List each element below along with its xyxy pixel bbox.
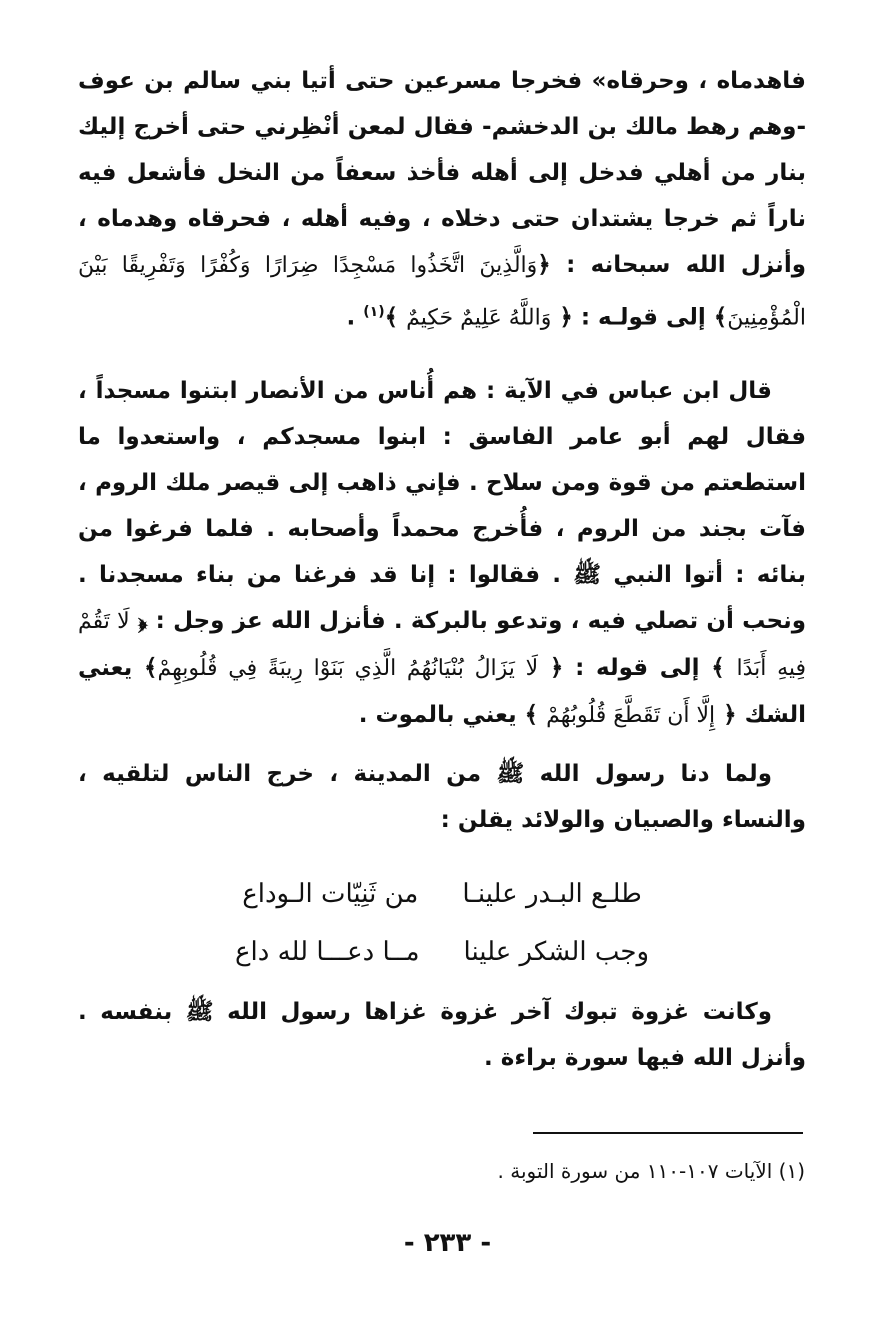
paragraph-4 [78,989,806,1081]
quran-verse-la-taqum: لَا تَقُمْ فِيهِ أَبَدًا [78,608,807,681]
footnote-separator [533,1132,803,1134]
verse-open-bracket-2: ﴿ [559,304,573,331]
verse-open-bracket-5: ﴿ [723,701,737,728]
quran-verse-alim-hakim: وَاللَّهُ عَلِيمٌ حَكِيمٌ [406,305,552,331]
paragraph-3 [78,751,806,843]
verse-link-text: إلى قولـه : [580,304,706,331]
verse-open-bracket-3: ﴿ [137,607,148,634]
footnote: (١) الآيات ١٠٧-١١٠ من سورة التوبة . [497,1159,805,1183]
poem-line-2 [78,923,806,981]
poem-line-1-second-hemistich: من ثَنِيّات الـوداع [242,878,419,909]
paragraph-4-text: وكانت غزوة تبوك آخر غزوة غزاها رسول الله ﷺ بنفسه . وأنزل الله فيها سورة براءة . [78,998,806,1071]
verse-link-text-2: إلى قوله : [575,654,700,681]
verse-close-bracket-3: ﴾ [711,654,725,681]
verse-link-text-3: يعني الشك [78,654,806,728]
verse-link-text-4: يعني بالموت . [358,701,517,728]
poem-line-2-first-hemistich: وجب الشكر علينا [463,936,649,967]
sentence-end: . [346,304,356,331]
quran-verse-illa-an-taqatta: إِلَّا أَن تَقَطَّعَ قُلُوبُهُمْ [546,702,716,728]
poem-line-1-first-hemistich: طلـع البـدر علينـا [462,878,642,909]
verse-close-bracket-5: ﴾ [524,701,539,728]
paragraph-1-text: فاهدماه ، وحرقاه» فخرجا مسرعين حتى أتيا بني سالم بن عوف -وهم رهط مالك بن الدخشم- فقال لمعن أنْظِرني حتى أخرج إليك بنار من أهلي فدخل إلى أهله فأخذ سعفاً من النخل فأشعل فيه ناراً ثم خرجا يشتدان حتى دخلاه ، وفيه أهله ، فحرقاه وهدماه ، وأنزل الله سبحانه : [78,68,806,278]
verse-open-bracket: ﴿ [537,252,551,278]
book-page [78,58,806,1081]
verse-open-bracket-4: ﴿ [549,654,564,681]
poem-line-1 [78,865,806,923]
paragraph-1 [78,58,806,342]
poem-line-2-second-hemistich: مــا دعـــا لله داع [235,936,420,967]
quran-verse-masjid-dirar: وَالَّذِينَ اتَّخَذُوا مَسْجِدًا ضِرَارًا وَكُفْرًا وَتَفْرِيقًا بَيْنَ الْمُؤْمِنِينَ [78,253,806,331]
page-number: - ٢٣٣ - [403,1228,492,1258]
paragraph-2 [78,368,806,739]
quran-verse-la-yazalu: لَا يَزَالُ بُنْيَانُهُمُ الَّذِي بَنَوْا رِيبَةً فِي قُلُوبِهِمْ [157,655,539,681]
verse-close-bracket: ﴾ [713,304,728,331]
verse-close-bracket-4: ﴾ [144,654,158,681]
paragraph-2-text: قال ابن عباس في الآية : هم أُناس من الأنصار ابتنوا مسجداً ، فقال لهم أبو عامر الفاسق : ابنوا مسجدكم ، واستعدوا ما استطعتم من قوة ومن سلاح . فإني ذاهب إلى قيصر ملك الروم ، فآت بجند من الروم ، فأُخرج محمداً وأصحابه . فلما فرغوا من بنائه : أتوا النبي ﷺ . فقالوا : إنا قد فرغنا من بناء مسجدنا . ونحب أن تصلي فيه ، وتدعو بالبركة . فأنزل الله عز وجل : [78,377,807,634]
poem [78,865,806,981]
verse-close-bracket-2: ﴾ [384,304,399,331]
footnote-reference: (١) [363,304,385,320]
paragraph-3-text: ولما دنا رسول الله ﷺ من المدينة ، خرج الناس لتلقيه ، والنساء والصبيان والولائد يقلن : [78,760,806,833]
